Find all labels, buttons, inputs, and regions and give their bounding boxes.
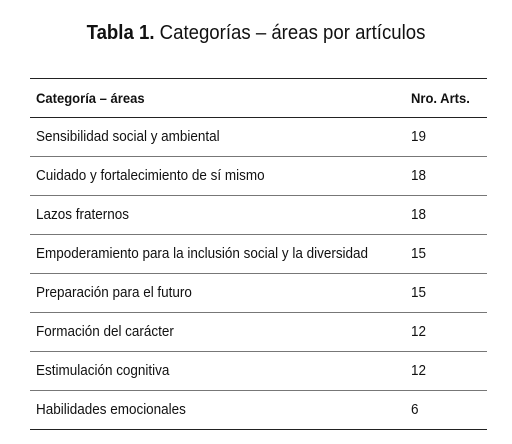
- table-row: [30, 313, 487, 352]
- table-row: [30, 196, 487, 235]
- cell-count: 15: [405, 235, 487, 274]
- cell-count: 18: [405, 157, 487, 196]
- caption-label: Tabla 1.: [86, 22, 155, 44]
- cell-category: Sensibilidad social y ambiental: [30, 118, 405, 157]
- cell-category: Preparación para el futuro: [30, 274, 405, 313]
- table-caption: [18, 20, 494, 46]
- cell-count: 12: [405, 313, 487, 352]
- table-row: [30, 157, 487, 196]
- table-header-row: [30, 79, 487, 118]
- cell-category: Cuidado y fortalecimiento de sí mismo: [30, 157, 405, 196]
- header-count: Nro. Arts.: [405, 79, 487, 118]
- table-row: [30, 274, 487, 313]
- cell-category: Formación del carácter: [30, 313, 405, 352]
- cell-count: 18: [405, 196, 487, 235]
- cell-count: 6: [405, 391, 487, 430]
- categories-table: [30, 78, 487, 430]
- cell-category: Habilidades emocionales: [30, 391, 405, 430]
- table-row: [30, 352, 487, 391]
- cell-count: 15: [405, 274, 487, 313]
- cell-category: Empoderamiento para la inclusión social y la diversidad: [30, 235, 405, 274]
- table-row: [30, 118, 487, 157]
- cell-count: 12: [405, 352, 487, 391]
- cell-category: Lazos fraternos: [30, 196, 405, 235]
- cell-category: Estimulación cognitiva: [30, 352, 405, 391]
- cell-count: 19: [405, 118, 487, 157]
- header-category: Categoría – áreas: [30, 79, 405, 118]
- table-row: [30, 235, 487, 274]
- caption-text: Categorías – áreas por artículos: [159, 22, 426, 44]
- table-row: [30, 391, 487, 430]
- table-container: [30, 78, 487, 430]
